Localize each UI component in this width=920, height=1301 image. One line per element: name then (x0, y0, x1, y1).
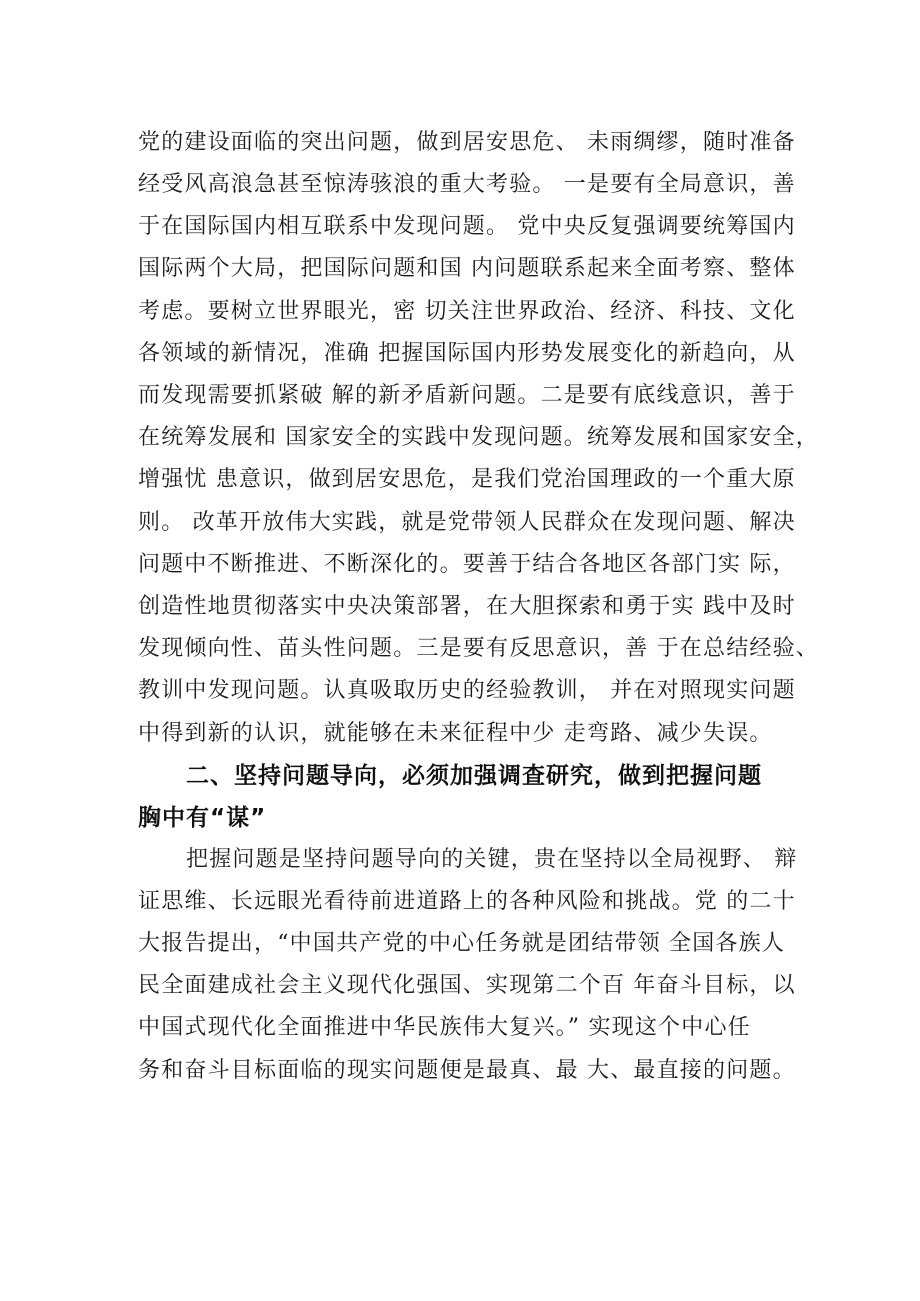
paragraph-1-line-2: 经受风高浪急甚至惊涛骇浪的重大考验。 一是要有全局意识，善 (138, 172, 796, 197)
paragraph-1-line-14: 教训中发现问题。认真吸取历史的经验教训， 并在对照现实问题 (138, 678, 796, 703)
paragraph-1-line-3: 于在国际国内相互联系中发现问题。 党中央反复强调要统筹国内 (138, 214, 796, 239)
paragraph-1-line-5: 考虑。要树立世界眼光，密 切关注世界政治、经济、科技、文化 (138, 299, 796, 324)
paragraph-1-line-10: 则。 改革开放伟大实践，就是党带领人民群众在发现问题、解决 (138, 510, 796, 535)
paragraph-1-line-9: 增强忧 患意识，做到居安思危，是我们党治国理政的一个重大原 (138, 467, 796, 492)
paragraph-2-line-4: 民全面建成社会主义现代化强国、实现第二个百 年奋斗目标，以 (138, 973, 796, 998)
paragraph-1-line-15: 中得到新的认识，就能够在未来征程中少 走弯路、减少失误。 (138, 721, 773, 746)
paragraph-2-line-1: 把握问题是坚持问题导向的关键，贵在坚持以全局视野、 辩 (186, 847, 798, 872)
paragraph-1-line-1: 党的建设面临的突出问题，做到居安思危、 未雨绸缪，随时准备 (138, 130, 796, 155)
paragraph-1-line-8: 在统筹发展和 国家安全的实践中发现问题。统筹发展和国家安全， (138, 425, 819, 450)
paragraph-1-line-12: 创造性地贯彻落实中央决策部署，在大胆探索和勇于实 践中及时 (138, 594, 796, 619)
paragraph-1-line-7: 而发现需要抓紧破 解的新矛盾新问题。二是要有底线意识，善于 (138, 383, 796, 408)
paragraph-2-line-3: 大报告提出，“中国共产党的中心任务就是团结带领 全国各族人 (138, 931, 786, 956)
section-heading-line-1: 二、坚持问题导向，必须加强调查研究，做到把握问题 (186, 763, 762, 789)
paragraph-1-line-6: 各领域的新情况，准确 把握国际国内形势发展变化的新趋向，从 (138, 341, 796, 366)
paragraph-2-line-5: 中国式现代化全面推进中华民族伟大复兴。” 实现这个中心任 (138, 1015, 751, 1040)
paragraph-1-line-4: 国际两个大局，把国际问题和国 内问题联系起来全面考察、整体 (138, 256, 796, 281)
section-heading-line-2: 胸中有“谋” (138, 805, 267, 831)
paragraph-1-line-11: 问题中不断推进、不断深化的。要善于结合各地区各部门实 际， (138, 552, 796, 577)
paragraph-2-line-2: 证思维、长远眼光看待前进道路上的各种风险和挑战。党 的二十 (138, 889, 796, 914)
paragraph-1-line-13: 发现倾向性、苗头性问题。三是要有反思意识，善 于在总结经验、 (138, 636, 819, 661)
paragraph-2-line-6: 务和奋斗目标面临的现实问题便是最真、最 大、最直接的问题。 (138, 1058, 796, 1083)
